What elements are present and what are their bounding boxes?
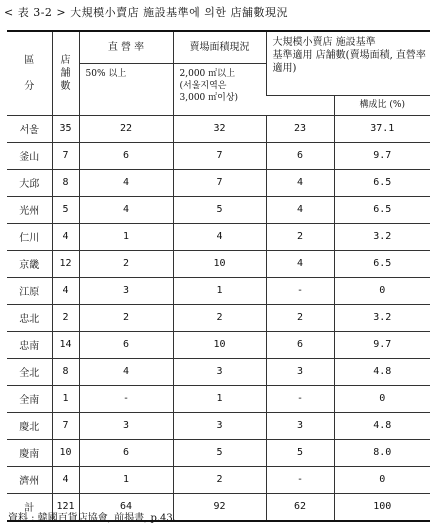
- stores-cell: 2: [52, 304, 79, 331]
- table-row: [7, 196, 430, 223]
- table-row: [7, 358, 430, 385]
- applied-cell: 23: [266, 115, 334, 142]
- ratio-cell: 0: [334, 466, 430, 493]
- header-applied-blank: [266, 95, 334, 115]
- header-direct-rate-sub: [79, 63, 173, 115]
- applied-cell: -: [266, 277, 334, 304]
- area-cell: 1: [173, 277, 266, 304]
- region-cell: 全北: [7, 358, 52, 385]
- stores-cell: 8: [52, 169, 79, 196]
- region-cell: 慶北: [7, 412, 52, 439]
- table-row: [7, 169, 430, 196]
- ratio-cell: 6.5: [334, 250, 430, 277]
- table-row: [7, 439, 430, 466]
- header-direct-rate-label: 直 營 率: [107, 41, 145, 53]
- ratio-cell: 4.8: [334, 412, 430, 439]
- page-title: < 表 3-2 > 大規模小賣店 施設基準에 의한 店舗數現況: [4, 6, 289, 19]
- header-direct-rate: [79, 31, 173, 63]
- ratio-cell: 3.2: [334, 223, 430, 250]
- stores-cell: 4: [52, 277, 79, 304]
- source-note: 資料 : 韓國百貨店協會, 前揭書, p.43.: [8, 513, 176, 524]
- direct-cell: 6: [79, 331, 173, 358]
- area-cell: 10: [173, 331, 266, 358]
- table-row: [7, 385, 430, 412]
- applied-cell: 3: [266, 358, 334, 385]
- direct-cell: 6: [79, 439, 173, 466]
- region-cell: 濟州: [7, 466, 52, 493]
- area-cell: 3: [173, 358, 266, 385]
- area-cell: 2: [173, 466, 266, 493]
- direct-cell: -: [79, 385, 173, 412]
- stores-cell: 12: [52, 250, 79, 277]
- header-sales-area-sub-label: 2,000 ㎡以上 (서울지역은 3,000 ㎡이상): [179, 68, 239, 103]
- region-cell: 慶南: [7, 439, 52, 466]
- direct-cell: 4: [79, 169, 173, 196]
- total-direct: 64: [79, 493, 173, 521]
- region-cell: 光州: [7, 196, 52, 223]
- header-region-label: 區 分: [24, 54, 35, 92]
- area-cell: 3: [173, 412, 266, 439]
- region-cell: 서울: [7, 115, 52, 142]
- table-row: [7, 331, 430, 358]
- region-cell: 忠南: [7, 331, 52, 358]
- direct-cell: 2: [79, 250, 173, 277]
- header-sales-area-sub: [173, 63, 266, 115]
- table-row: [7, 277, 430, 304]
- total-applied: 62: [266, 493, 334, 521]
- header-ratio: [334, 95, 430, 115]
- total-area: 92: [173, 493, 266, 521]
- total-ratio: 100: [334, 493, 430, 521]
- direct-cell: 1: [79, 223, 173, 250]
- area-cell: 10: [173, 250, 266, 277]
- region-cell: 釜山: [7, 142, 52, 169]
- ratio-cell: 9.7: [334, 331, 430, 358]
- region-cell: 忠北: [7, 304, 52, 331]
- stores-cell: 14: [52, 331, 79, 358]
- direct-cell: 3: [79, 412, 173, 439]
- region-cell: 大邱: [7, 169, 52, 196]
- applied-cell: 5: [266, 439, 334, 466]
- region-cell: 江原: [7, 277, 52, 304]
- store-count-table: [7, 30, 430, 522]
- total-stores: 121: [52, 493, 79, 521]
- stores-cell: 8: [52, 358, 79, 385]
- applied-cell: 2: [266, 223, 334, 250]
- table-row: [7, 115, 430, 142]
- header-facility-label: 大規模小賣店 施設基準 基準適用 店舗數(賣場面積, 直營率 適用): [272, 37, 426, 74]
- total-label: 計: [7, 493, 52, 521]
- applied-cell: 4: [266, 250, 334, 277]
- applied-cell: -: [266, 466, 334, 493]
- table-row: [7, 466, 430, 493]
- region-cell: 仁川: [7, 223, 52, 250]
- ratio-cell: 4.8: [334, 358, 430, 385]
- area-cell: 5: [173, 196, 266, 223]
- direct-cell: 4: [79, 196, 173, 223]
- ratio-cell: 3.2: [334, 304, 430, 331]
- applied-cell: 4: [266, 196, 334, 223]
- ratio-cell: 6.5: [334, 196, 430, 223]
- area-cell: 5: [173, 439, 266, 466]
- direct-cell: 3: [79, 277, 173, 304]
- area-cell: 32: [173, 115, 266, 142]
- direct-cell: 4: [79, 358, 173, 385]
- table-row: [7, 223, 430, 250]
- header-stores: [52, 31, 79, 115]
- area-cell: 7: [173, 142, 266, 169]
- area-cell: 4: [173, 223, 266, 250]
- stores-cell: 35: [52, 115, 79, 142]
- stores-cell: 4: [52, 223, 79, 250]
- table-row: [7, 250, 430, 277]
- region-cell: 全南: [7, 385, 52, 412]
- header-ratio-label: 構成比 (%): [359, 100, 405, 110]
- applied-cell: 4: [266, 169, 334, 196]
- direct-cell: 22: [79, 115, 173, 142]
- ratio-cell: 37.1: [334, 115, 430, 142]
- header-sales-area-label: 賣場面積現況: [189, 41, 250, 53]
- ratio-cell: 8.0: [334, 439, 430, 466]
- stores-cell: 7: [52, 412, 79, 439]
- area-cell: 7: [173, 169, 266, 196]
- direct-cell: 6: [79, 142, 173, 169]
- ratio-cell: 9.7: [334, 142, 430, 169]
- header-sales-area: [173, 31, 266, 63]
- area-cell: 1: [173, 385, 266, 412]
- stores-cell: 4: [52, 466, 79, 493]
- applied-cell: -: [266, 385, 334, 412]
- stores-cell: 1: [52, 385, 79, 412]
- header-stores-label: 店 舗 數: [60, 54, 71, 92]
- table-row: [7, 412, 430, 439]
- applied-cell: 6: [266, 331, 334, 358]
- ratio-cell: 6.5: [334, 169, 430, 196]
- header-region: [7, 31, 52, 115]
- header-direct-rate-sub-label: 50% 以上: [85, 68, 127, 79]
- ratio-cell: 0: [334, 385, 430, 412]
- table-row: [7, 304, 430, 331]
- direct-cell: 1: [79, 466, 173, 493]
- table-body: [7, 115, 430, 521]
- ratio-cell: 0: [334, 277, 430, 304]
- stores-cell: 7: [52, 142, 79, 169]
- area-cell: 2: [173, 304, 266, 331]
- table-row: [7, 142, 430, 169]
- stores-cell: 10: [52, 439, 79, 466]
- applied-cell: 6: [266, 142, 334, 169]
- applied-cell: 3: [266, 412, 334, 439]
- header-facility: [266, 31, 430, 95]
- applied-cell: 2: [266, 304, 334, 331]
- direct-cell: 2: [79, 304, 173, 331]
- region-cell: 京畿: [7, 250, 52, 277]
- stores-cell: 5: [52, 196, 79, 223]
